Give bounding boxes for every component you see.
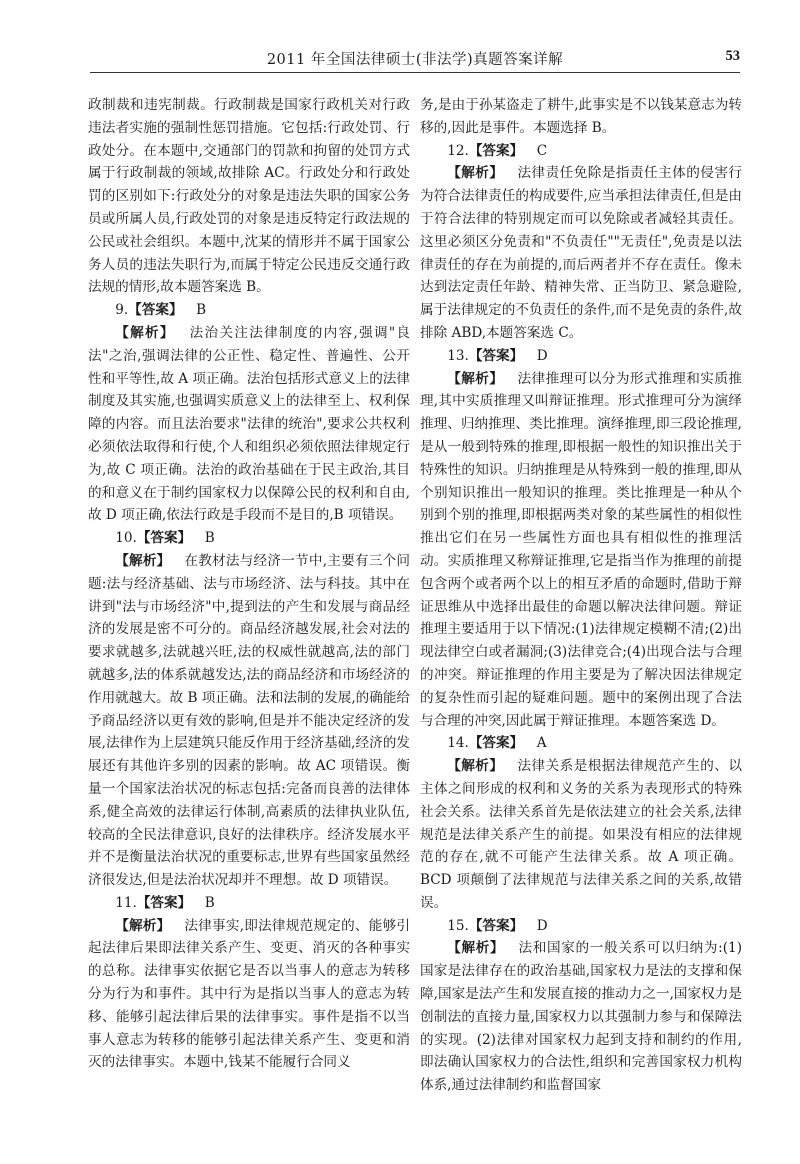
question-number: 9.: [115, 302, 129, 319]
analysis-paragraph: [420, 368, 742, 733]
question-number: 14.: [447, 735, 469, 752]
analysis-paragraph: [88, 322, 410, 527]
answer-label: 【答案】: [468, 917, 524, 934]
question-number: 12.: [447, 142, 469, 159]
analysis-text: 法律推理可以分为形式推理和实质推理,其中实质推理又叫辩证推理。形式推理可分为演绎推理、归纳推理、类比推理。演绎推理,即三段论推理,是从一般到特殊的推理,即根据一般性的知识推出关于特殊性的知识。归纳推理是从特殊到一般的推理,即从个别知识推出一般知识的推理。类比推理是一种从个别到个别的推理,即根据两类对象的某些属性的相似性推出它们在另一些属性方面也具有相似性的推理活动。实质推理又称辩证推理,它是指当作为推理的前提包含两个或者两个以上的相互矛盾的命题时,借助于辩证思维从中选择出最佳的命题以解决法律问题。辩证推理主要适用于以下情况:(1)法律规定模糊不清;(2)出现法律空白或者漏洞;(3)法律竞合;(4)出现合法与合理的冲突。辩证推理的作用主要是为了解决因法律规定的复杂性而引起的疑难问题。题中的案例出现了合法与合理的冲突,因此属于辩证推理。本题答案选 D。: [420, 370, 743, 729]
answer-label: 【答案】: [128, 302, 183, 319]
running-title: 2011 年全国法律硕士(非法学)真题答案详解: [266, 52, 564, 68]
analysis-label: 【解析】: [115, 552, 171, 569]
answer-line: [420, 915, 742, 938]
analysis-paragraph: [420, 937, 742, 1097]
analysis-text: 法和国家的一般关系可以归纳为:(1)国家是法律存在的政治基础,国家权力是法的支撑和保障,国家是法产生和发展直接的推动力之一,国家权力是创制法的直接力量,国家权力以其强制力参与和保障法的实现。(2)法律对国家权力起到支持和制约的作用,即法确认国家权力的合法性,组织和完善国家权力机构体系,通过法律制约和监督国家: [420, 940, 742, 1094]
answer-label: 【答案】: [136, 530, 192, 547]
analysis-text: 法律事实,即法律规范规定的、能够引起法律后果即法律关系产生、变更、消灭的各种事实的总称。法律事实依据它是否以当事人的意志为转移分为行为和事件。其中行为是指以当事人的意志为转移、能够引起法律后果的法律事实。事件是指不以当事人意志为转移的能够引起法律关系产生、变更和消灭的法律事实。本题中,钱某不能履行合同义: [88, 917, 411, 1071]
answer-line: [88, 527, 410, 550]
paragraph-continuation: 政制裁和违宪制裁。行政制裁是国家行政机关对行政违法者实施的强制性惩罚措施。它包括:行政处罚、行政处分。在本题中,交通部门的罚款和拘留的处罚方式属于行政制裁的领域,故排除 AC。行政处分和行政处罚的区别如下:行政处分的对象是违法失职的国家公务员或所属人员,行政处罚的对象是违反特定行政法规的公民或社会组织。本题中,沈某的情形并不属于国家公务人员的违法失职行为,而属于特定公民违反交通行政法规的情形,故本题答案选 B。: [88, 97, 410, 296]
answer-value: B: [196, 302, 207, 319]
answer-label: 【答案】: [468, 142, 524, 159]
answer-line: [88, 892, 410, 915]
analysis-label: 【解析】: [447, 758, 504, 775]
analysis-text: 在教材法与经济一节中,主要有三个问题:法与经济基础、法与市场经济、法与科技。其中在讲到"法与市场经济"中,提到法的产生和发展与商品经济的发展是密不可分的。商品经济越发展,社会对法的要求就越多,法就越兴旺,法的权威性就越高,法的部门就越多,法的体系就越发达,法的商品经济和市场经济的作用就越大。故 B 项正确。法和法制的发展,的确能给予商品经济以更有效的影响,但是并不能决定经济的发展,法律作为上层建筑只能反作用于经济基础,经济的发展还有其他许多别的因素的影响。故 AC 项错误。衡量一个国家法治状况的标志包括:完备而良善的法律体系,健全高效的法律运行体制,高素质的法律执业队伍,较高的全民法律意识,良好的法律秩序。经济发展水平并不是衡量法治状况的重要标志,世界有些国家虽然经济很发达,但是法治状况却并不理想。故 D 项错误。: [88, 552, 411, 889]
answer-value: D: [536, 917, 548, 934]
answer-value: B: [204, 894, 215, 911]
analysis-label: 【解析】: [447, 940, 505, 957]
analysis-label: 【解析】: [115, 324, 175, 341]
page-number: 53: [725, 48, 740, 64]
analysis-text: 法治关注法律制度的内容,强调"良法"之治,强调法律的公正性、稳定性、普遍性、公开性和平等性,故 A 项正确。法治包括形式意义上的法律制度及其实施,也强调实质意义上的法律至上、权利保障的内容。而且法治要求"法律的统治",要求公共权利必须依法取得和行使,个人和组织必须依照法律规定行为,故 C 项正确。法治的政治基础在于民主政治,其目的和意义在于制约国家权力以保障公民的权利和自由,故 D 项正确,依法行政是手段而不是目的,B 项错误。: [88, 324, 411, 524]
question-number: 11.: [115, 894, 137, 911]
analysis-paragraph: [88, 915, 410, 1075]
analysis-text: 法律责任免除是指责任主体的侵害行为符合法律责任的构成要件,应当承担法律责任,但是由于符合法律的特别规定而可以免除或者减轻其责任。这里必须区分免责和"不负责任""无责任",免责是以法律责任的存在为前提的,而后两者并不存在责任。像未达到法定责任年龄、精神失常、正当防卫、紧急避险,属于法律规定的不负责任的条件,而不是免责的条件,故排除 ABD,本题答案选 C。: [420, 165, 743, 341]
answer-value: D: [536, 347, 548, 364]
analysis-paragraph: [420, 755, 742, 915]
analysis-label: 【解析】: [447, 370, 504, 387]
answer-label: 【答案】: [136, 894, 192, 911]
analysis-paragraph: [420, 162, 742, 344]
analysis-text: 法律关系是根据法律规范产生的、以主体之间形成的权利和义务的关系为表现形式的特殊社会关系。法律关系首先是依法建立的社会关系,法律规范是法律关系产生的前提。如果没有相应的法律规范的存在,就不可能产生法律关系。故 A 项正确。BCD 项颠倒了法律规范与法律关系之间的关系,故错误。: [420, 758, 743, 911]
analysis-paragraph: [88, 550, 410, 892]
answer-line: [88, 299, 410, 322]
analysis-label: 【解析】: [115, 917, 171, 934]
paragraph-continuation: 务,是由于孙某盗走了耕牛,此事实是不以钱某意志为转移的,因此是事件。本题选择 B。: [420, 97, 742, 136]
question-number: 13.: [447, 347, 469, 364]
answer-line: [420, 140, 742, 163]
answer-label: 【答案】: [468, 735, 524, 752]
question-number: 10.: [115, 530, 137, 547]
question-number: 15.: [447, 917, 469, 934]
answer-value: A: [536, 735, 547, 752]
answer-value: B: [204, 530, 215, 547]
right-column: [420, 94, 742, 1097]
answer-label: 【答案】: [468, 347, 524, 364]
answer-line: [420, 732, 742, 755]
answer-line: [420, 345, 742, 368]
analysis-label: 【解析】: [447, 165, 504, 182]
answer-value: C: [536, 142, 548, 159]
page-header: [90, 48, 740, 73]
left-column: [88, 94, 410, 1074]
